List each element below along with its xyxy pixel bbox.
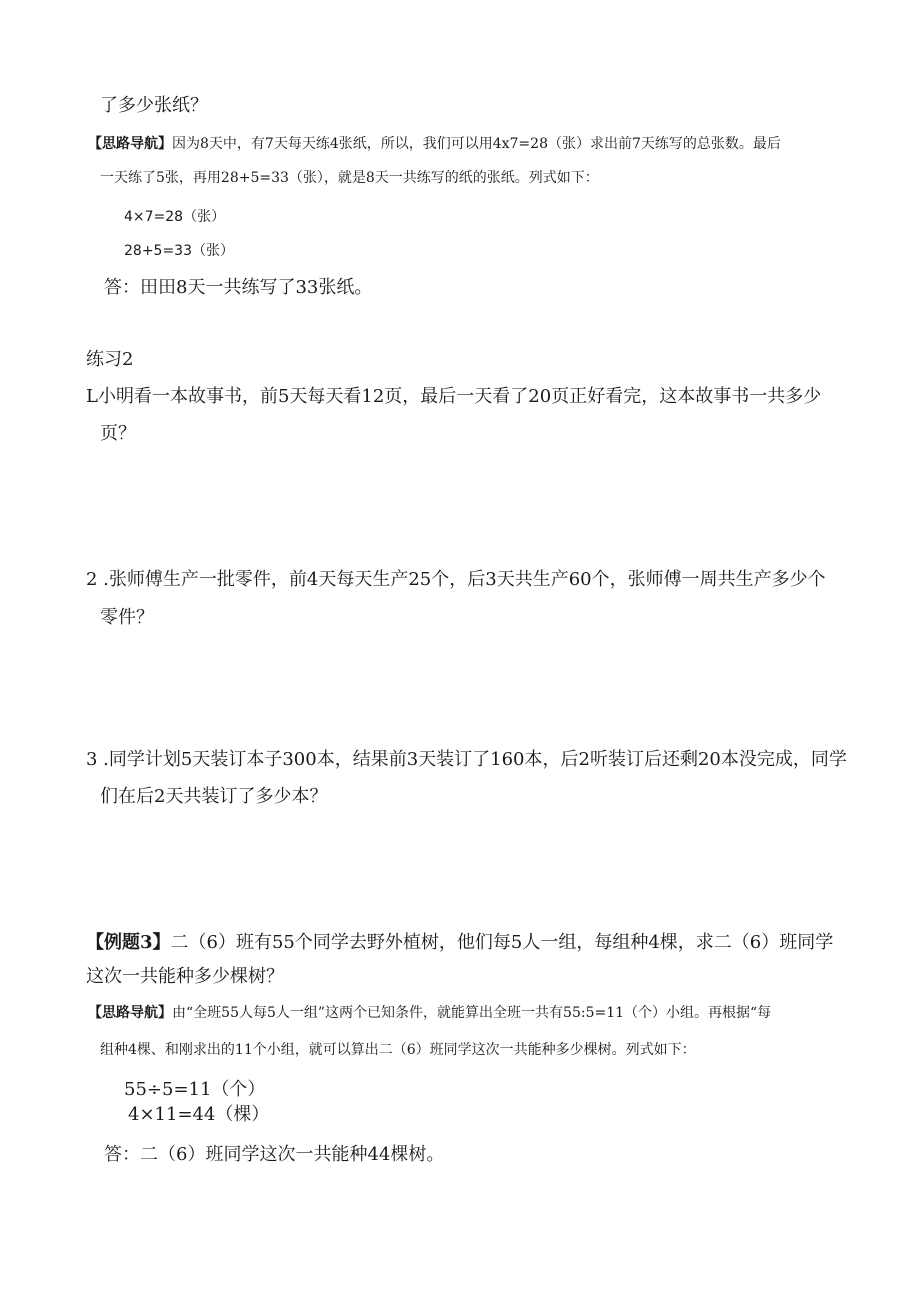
example-3-hint-line-2: 组种4棵、和刚求出的11个小组，就可以算出二（6）班同学这次一共能种多少棵树。列式如下： bbox=[100, 1042, 696, 1058]
example-3-formula-2: 4×11=44（棵） bbox=[128, 1104, 270, 1125]
hint-label: 【思路导航】 bbox=[88, 136, 172, 152]
hint-line-2: 一天练了5张，再用28+5=33（张），就是8天一共练写的纸的张纸。列式如下： bbox=[100, 170, 599, 186]
answer-1: 答：田田8天一共练写了33张纸。 bbox=[104, 277, 373, 298]
example-3-label: 【例题3】 bbox=[86, 932, 171, 953]
example-3-formula-1: 55÷5=11（个） bbox=[124, 1079, 266, 1100]
example-3-text: 二（6）班有55个同学去野外植树，他们每5人一组，每组种4棵，求二（6）班同学 bbox=[170, 932, 834, 953]
example-3-hint-paragraph bbox=[88, 1002, 771, 1022]
example-3-line-1 bbox=[86, 928, 833, 954]
formula-1: 4×7=28（张） bbox=[124, 209, 226, 225]
example-3-hint-label: 【思路导航】 bbox=[88, 1005, 172, 1021]
question-1-line-2: 页？ bbox=[100, 423, 136, 444]
hint-line-1: 因为8天中，有7天每天练4张纸，所以，我们可以用4x7=28（张）求出前7天练写的总张数。最后 bbox=[172, 136, 781, 152]
formula-2: 28+5=33（张） bbox=[124, 243, 234, 259]
example-3-line-2: 这次一共能种多少棵树？ bbox=[86, 966, 284, 987]
continuation-text: 了多少张纸？ bbox=[100, 95, 208, 116]
question-3-line-1: 3 .同学计划5天装订本子300本，结果前3天装订了160本，后2听装订后还剩20本没完成，同学 bbox=[86, 749, 847, 770]
question-2-line-1: 2 .张师傅生产一批零件，前4天每天生产25个，后3天共生产60个，张师傅一周共生产多少个 bbox=[86, 569, 826, 590]
hint-paragraph-1 bbox=[88, 133, 781, 153]
question-3-line-2: 们在后2天共装订了多少本？ bbox=[100, 786, 328, 807]
question-2-line-2: 零件？ bbox=[100, 607, 154, 628]
answer-3: 答：二（6）班同学这次一共能种44棵树。 bbox=[104, 1144, 445, 1165]
question-1-line-1: L小明看一本故事书，前5天每天看12页，最后一天看了20页正好看完，这本故事书一共多少 bbox=[86, 386, 822, 407]
example-3-hint-line-1: 由“全班55人每5人一组”这两个已知条件，就能算出全班一共有55:5=11（个）小组。再根据“每 bbox=[172, 1005, 772, 1021]
practice-title: 练习2 bbox=[86, 349, 134, 370]
